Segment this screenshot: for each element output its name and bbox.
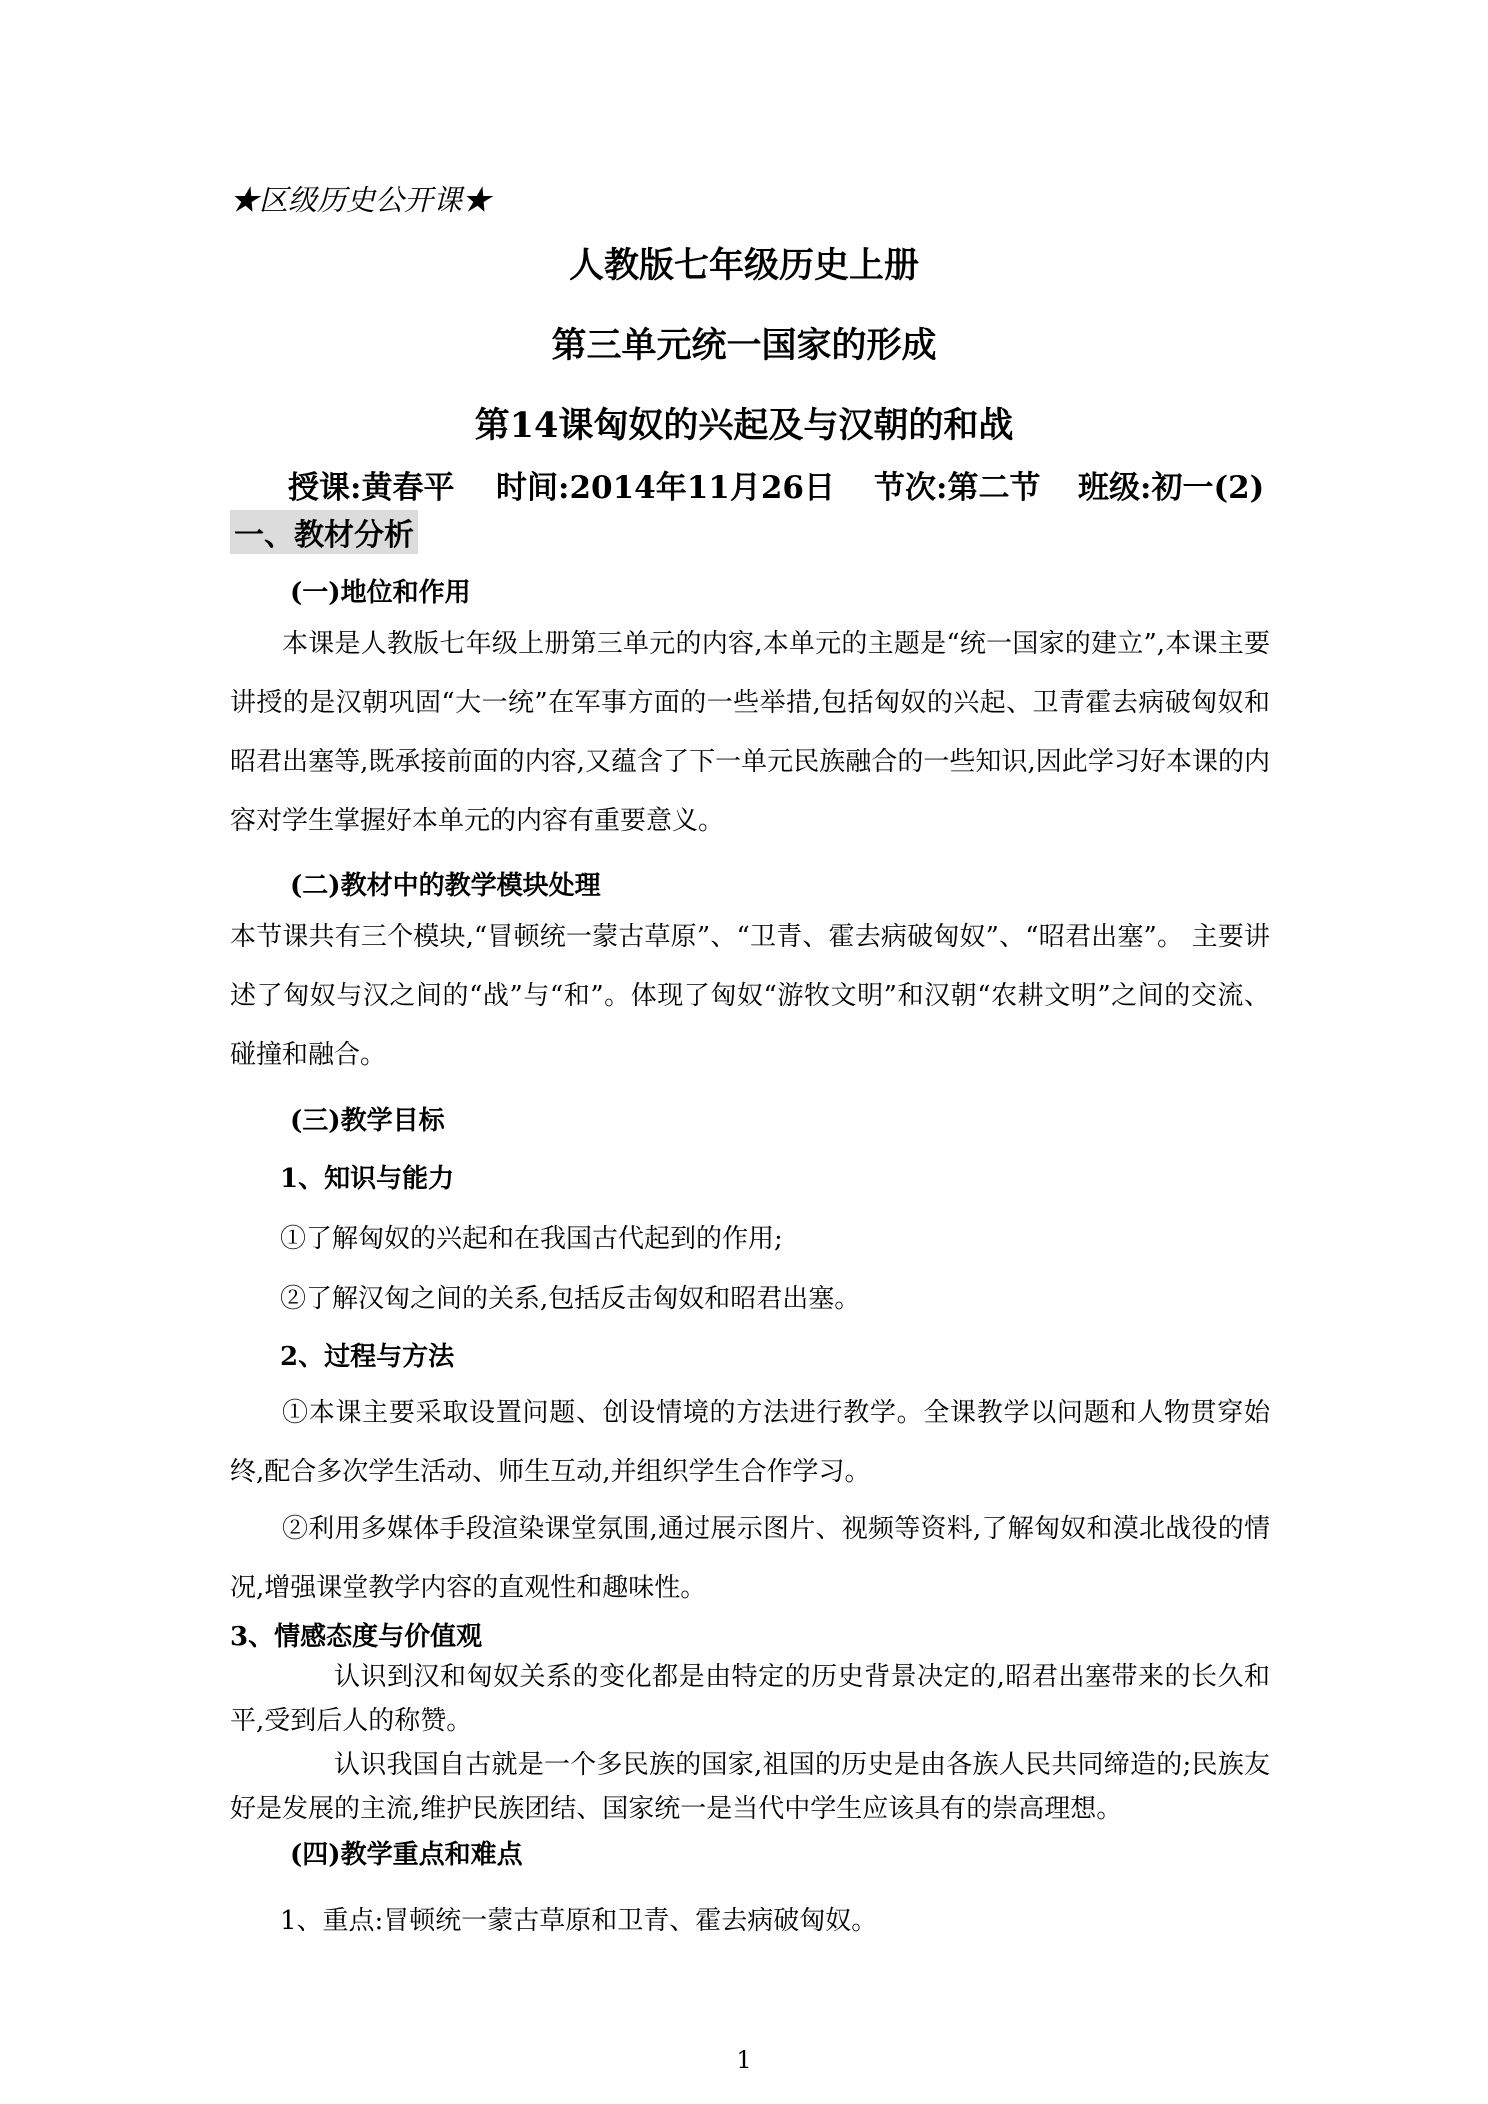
page-number: 1 xyxy=(736,2046,752,2074)
key-point: 1、重点:冒顿统一蒙古草原和卫青、霍去病破匈奴。 xyxy=(280,1906,878,1936)
unit-title: 第三单元统一国家的形成 xyxy=(551,325,937,366)
goal-attitude-b: 认识我国自古就是一个多民族的国家,祖国的历史是由各族人民共同缔造的;民族友好是发展的主流,维护民族团结、国家统一是当代中学生应该具有的崇高理想。 xyxy=(230,1750,1270,1824)
subheading-key-points: (四)教学重点和难点 xyxy=(290,1840,523,1870)
goal-process-a: ①本课主要采取设置问题、创设情境的方法进行教学。全课教学以问题和人物贯穿始终,配合多次学生活动、师生互动,并组织学生合作学习。 xyxy=(230,1398,1270,1487)
lesson-title: 第14课匈奴的兴起及与汉朝的和战 xyxy=(474,405,1014,446)
goal-process-b: ②利用多媒体手段渲染课堂氛围,通过展示图片、视频等资料,了解匈奴和漠北战役的情况,增强课堂教学内容的直观性和趣味性。 xyxy=(230,1514,1270,1603)
info-time: 时间:2014年11月26日 xyxy=(496,470,836,506)
goal-knowledge-title: 1、知识与能力 xyxy=(280,1164,455,1194)
textbook-title: 人教版七年级历史上册 xyxy=(568,245,919,286)
goal-attitude-a: 认识到汉和匈奴关系的变化都是由特定的历史背景决定的,昭君出塞带来的长久和平,受到后人的称赞。 xyxy=(230,1662,1270,1736)
goal-process-title: 2、过程与方法 xyxy=(280,1342,455,1372)
section-heading: 一、教材分析 xyxy=(230,510,418,554)
paragraph-position: 本课是人教版七年级上册第三单元的内容,本单元的主题是“统一国家的建立”,本课主要讲授的是汉朝巩固“大一统”在军事方面的一些举措,包括匈奴的兴起、卫青霍去病破匈奴和昭君出塞等,既承接前面的内容,又蕴含了下一单元民族融合的一些知识,因此学习好本课的内容对学生掌握好本单元的内容有重要意义。 xyxy=(230,629,1270,836)
subheading-goals: (三)教学目标 xyxy=(290,1106,445,1136)
info-class: 班级:初一(2) xyxy=(1078,470,1265,506)
goal-knowledge-b: ②了解汉匈之间的关系,包括反击匈奴和昭君出塞。 xyxy=(280,1284,861,1314)
goal-knowledge-a: ①了解匈奴的兴起和在我国古代起到的作用; xyxy=(280,1224,783,1254)
info-teacher: 授课:黄春平 xyxy=(288,470,455,506)
paragraph-modules: 本节课共有三个模块,“冒顿统一蒙古草原”、“卫青、霍去病破匈奴”、“昭君出塞”。 主要讲述了匈奴与汉之间的“战”与“和”。体现了匈奴“游牧文明”和汉朝“农耕文明”之间的交流、碰撞和融合。 xyxy=(230,922,1270,1070)
subheading-position: (一)地位和作用 xyxy=(290,578,471,608)
info-period: 节次:第二节 xyxy=(874,470,1041,506)
goal-attitude-title: 3、情感态度与价值观 xyxy=(230,1622,483,1652)
event-badge: ★区级历史公开课★ xyxy=(230,183,492,217)
subheading-modules: (二)教材中的教学模块处理 xyxy=(290,871,601,901)
